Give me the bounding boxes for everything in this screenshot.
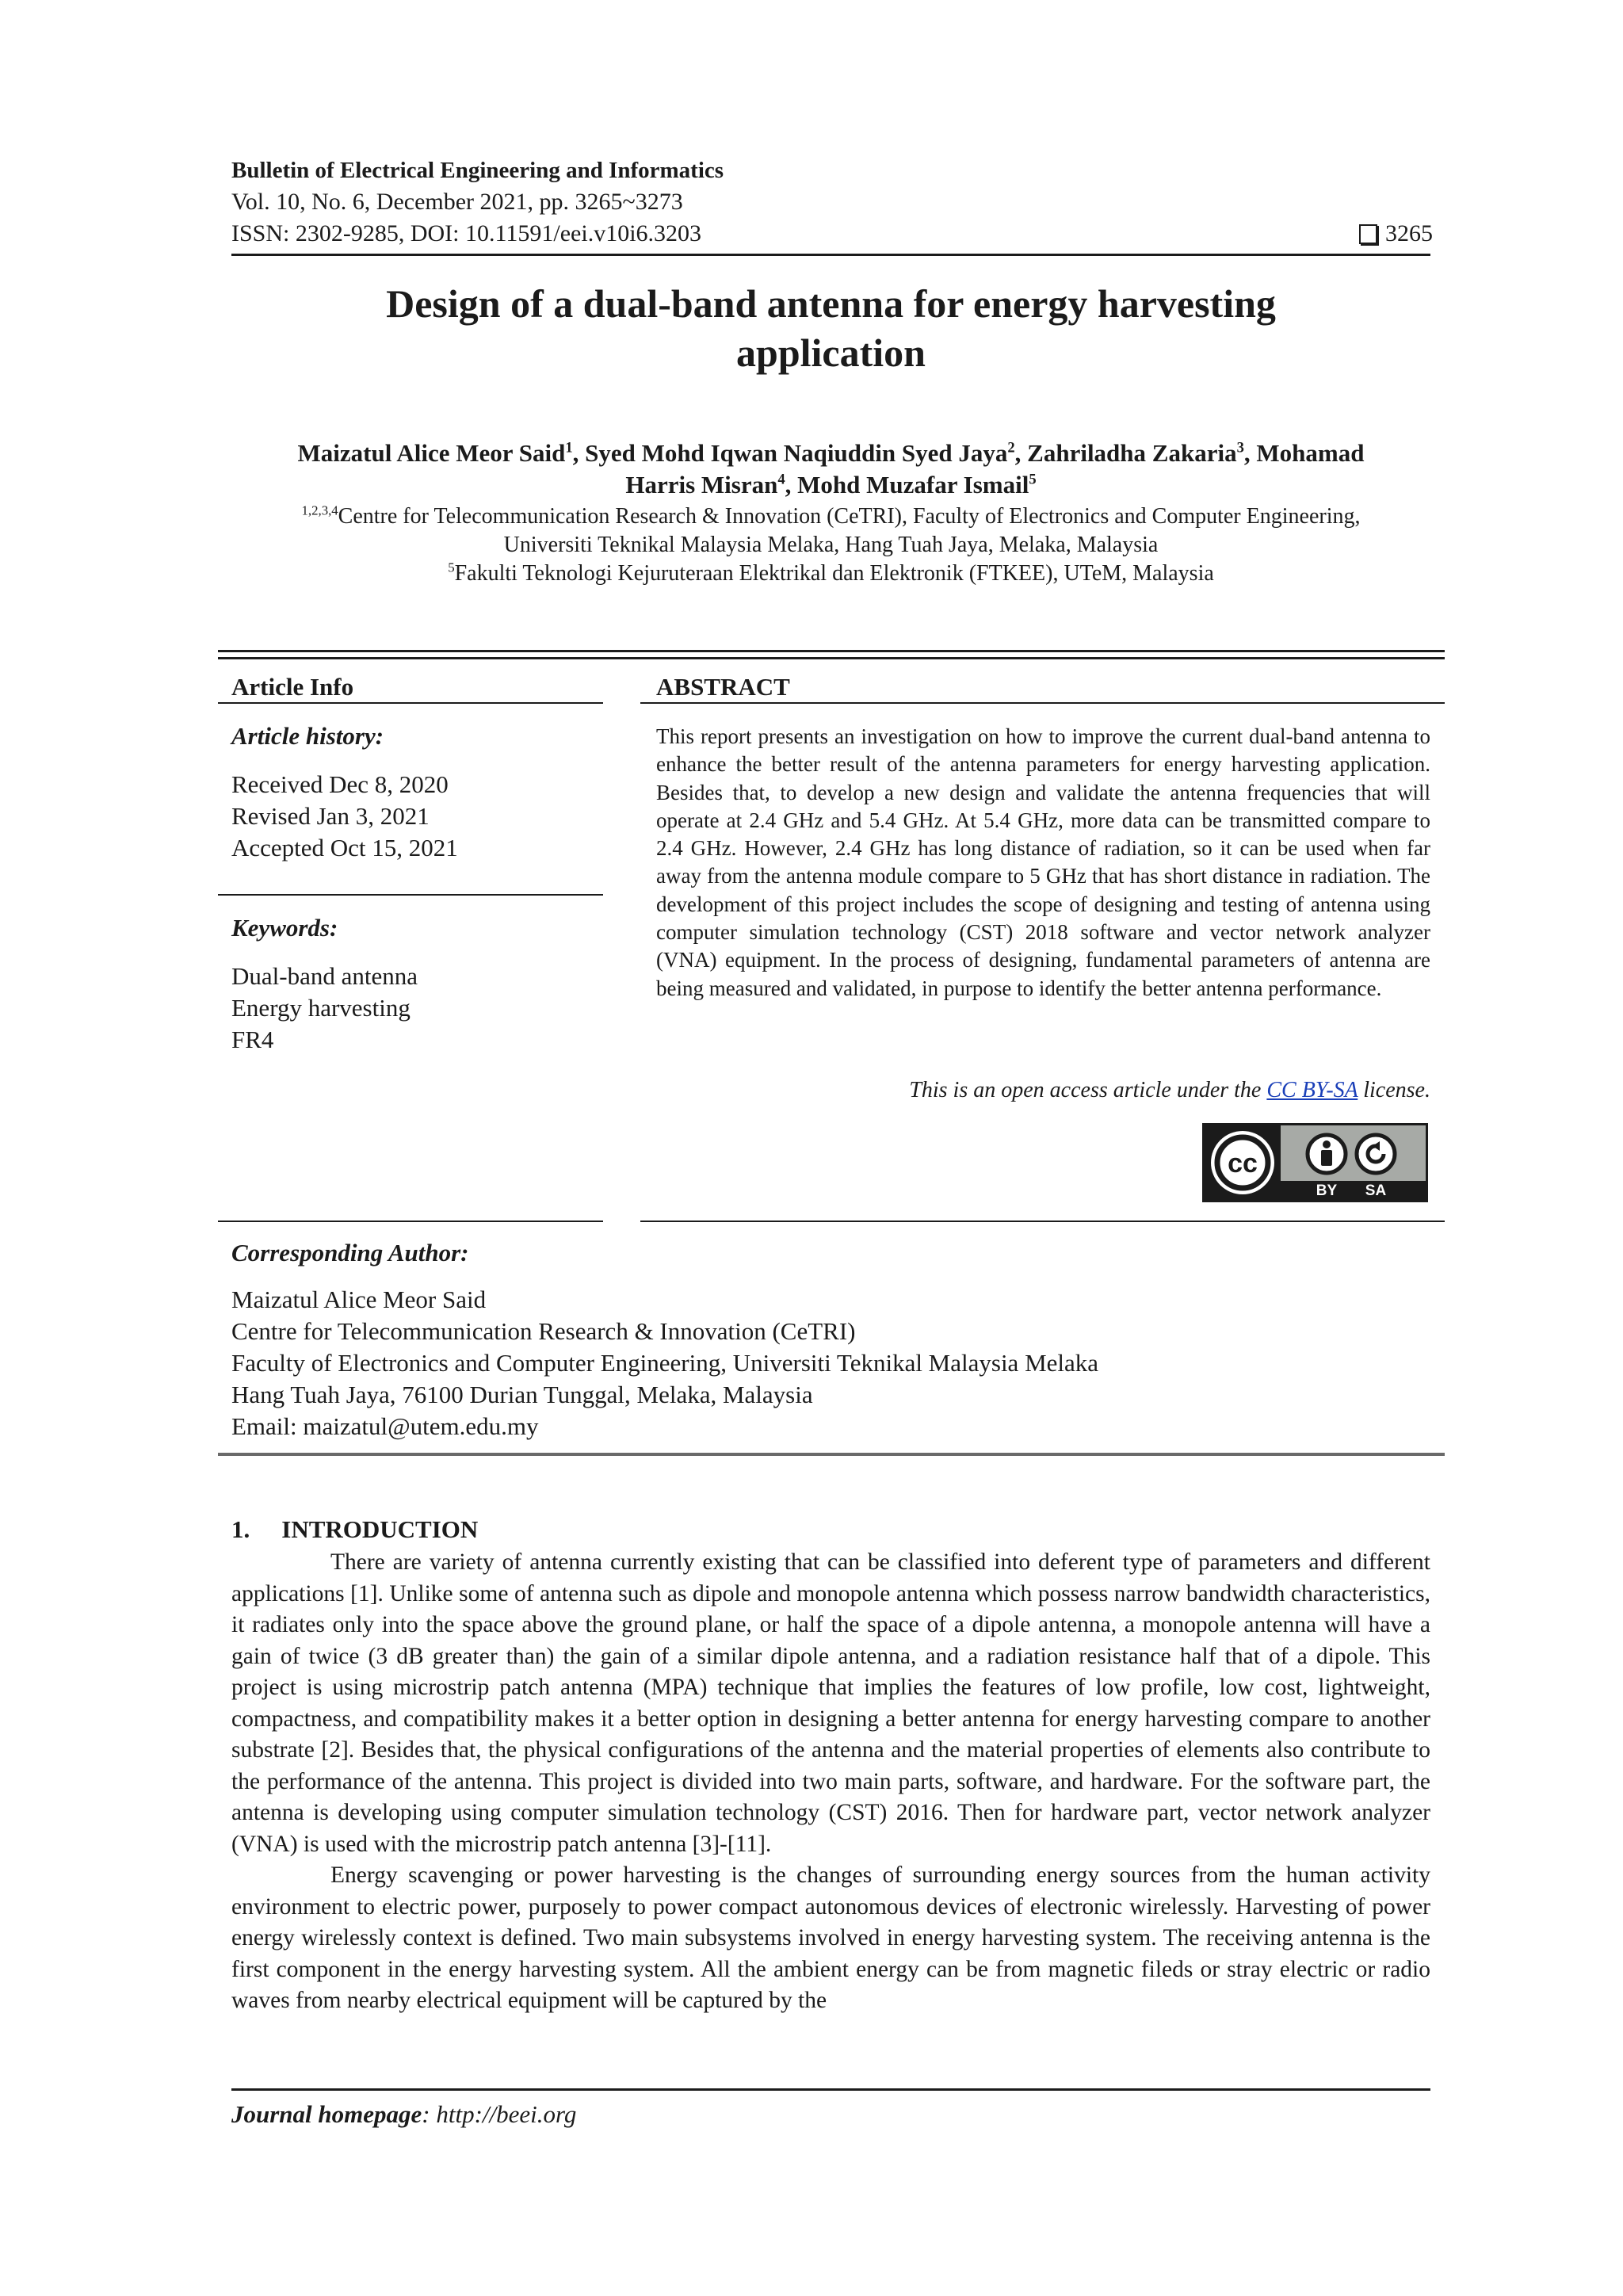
footer-rule [231,2088,1430,2091]
article-history-label: Article history: [231,722,384,750]
affiliation-2-sup: 5 [448,560,455,575]
revised-date: Revised Jan 3, 2021 [231,802,430,830]
abstract-text: This report presents an investigation on how to improve the current dual-band antenna to enhance the better result of the antenna parameters for energy harvesting application. Besides that, to develop a new design and validate the antenna frequencies that will operate at 2.4 GHz and 5.4 GHz. At 5.4 GHz, more data can be transmitted compare to 2.4 GHz. However, 2.4 GHz has long distance of radiation, so it can be used when far away from the antenna module compare to 5 GHz that has short distance in radiation. The development of this project includes the scope of designing and testing of antenna using computer simulation technology (CST) 2018 software and vector network analyzer (VNA) equipment. In the process of designing, fundamental parameters of antenna are being measured and validated, in purpose to identify the better antenna performance. [656,724,1430,1000]
corr-faculty: Faculty of Electronics and Computer Engineering, Universiti Teknikal Malaysia Melaka [231,1349,1099,1377]
box-icon [1359,224,1377,244]
author-1: Maizatul Alice Meor Said [297,439,566,467]
double-rule [218,650,1445,659]
keyword: Dual-band antenna [231,962,418,990]
license-suffix: license. [1358,1078,1430,1102]
keywords-rule [218,1221,603,1222]
homepage-url[interactable]: http://beei.org [436,2100,577,2128]
author-4-first: , Mohamad [1243,439,1365,467]
author-4-last: Harris Misran [625,471,778,499]
corresponding-rule [218,1453,1445,1456]
page-number [1359,219,1433,249]
keyword: Energy harvesting [231,994,411,1022]
article-info-rule [218,702,603,704]
cc-text: cc [1228,1148,1258,1179]
homepage-label: Journal homepage [231,2100,422,2128]
homepage-sep: : [422,2100,437,2128]
cc-badge-icon [1205,1125,1426,1200]
cc-by-sa-link[interactable]: CC BY-SA [1266,1078,1358,1102]
author-3-sup: 3 [1236,439,1244,457]
journal-issn-doi: ISSN: 2302-9285, DOI: 10.11591/eei.v10i6.3203 [231,220,702,246]
affiliation-2-text: Fakulti Teknologi Kejuruteraan Elektrikal dan Elektronik (FTKEE), UTeM, Malaysia [454,561,1214,586]
corresponding-author-details [231,1284,1098,1442]
header-rule [231,254,1430,256]
author-4-sup: 4 [777,471,785,488]
sa-text: SA [1365,1182,1387,1199]
author-list [231,437,1430,501]
journal-homepage [231,2099,576,2130]
keywords-label: Keywords: [231,914,338,942]
license-prefix: This is an open access article under the [909,1078,1267,1102]
intro-paragraph-2: Energy scavenging or power harvesting is the changes of surrounding energy sources from the human activity environment to electric power, purposely to power compact autonomous devices of electronic wirelessly. Harvesting of power energy wirelessly context is defined. Two main subsystems involved in energy harvesting system. The receiving antenna is the first component in the energy harvesting system. All the ambient energy can be from magnetic fileds or stray electric or radio waves from nearby electrical equipment will be captured by the [231,1862,1430,2013]
author-5-sup: 5 [1029,471,1037,488]
intro-paragraph-1: There are variety of antenna currently existing that can be classified into deferent type of parameters and different applications [1]. Unlike some of antenna such as dipole and monopole antenna which possess narrow bandwidth characteristics, it radiates only into the space above the ground plane, or half the space of a dipole antenna, a monopole antenna will have a gain of twice (3 dB greater than) the gain of a similar dipole antenna, and a radiation resistance half that of a dipole. This project is using microstrip patch antenna (MPA) technique that implies the features of low profile, low cost, lightweight, compactness, and compatibility makes it a better option in designing a better antenna for energy harvesting compare to another substrate [2]. Besides that, the physical configurations of the antenna and the material properties of elements also contribute to the performance of the antenna. This project is divided into two main parts, software, and hardware. For the software part, the antenna is developing using computer simulation technology (CST) 2016. Then for hardware part, vector network analyzer (VNA) is used with the microstrip patch antenna [3]-[11]. [231,1549,1430,1857]
corr-address: Hang Tuah Jaya, 76100 Durian Tunggal, Melaka, Malaysia [231,1381,813,1408]
affiliation-2 [231,560,1430,588]
abstract-bottom-rule [640,1221,1445,1222]
license-statement [909,1076,1430,1105]
abstract-heading: ABSTRACT [656,673,790,701]
section-heading [231,1514,478,1545]
author-2: , Syed Mohd Iqwan Naqiuddin Syed Jaya [572,439,1008,467]
accepted-date: Accepted Oct 15, 2021 [231,834,458,861]
affiliation-1-cont: Universiti Teknikal Malaysia Melaka, Hang Tuah Jaya, Melaka, Malaysia [503,533,1159,557]
author-1-sup: 1 [565,439,573,457]
paper-title [231,279,1430,377]
corresponding-author-label: Corresponding Author: [231,1239,469,1266]
journal-name: Bulletin of Electrical Engineering and Informatics [231,158,724,183]
article-info-heading: Article Info [231,673,354,701]
received-date: Received Dec 8, 2020 [231,770,449,798]
page-number-text: 3265 [1385,220,1433,246]
section-title: INTRODUCTION [281,1515,479,1543]
corr-email: Email: maizatul@utem.edu.my [231,1412,539,1440]
author-3: , Zahriladha Zakaria [1014,439,1237,467]
history-rule [218,894,603,896]
keyword: FR4 [231,1026,274,1053]
by-text: BY [1316,1182,1338,1199]
affiliation-1-sup: 1,2,3,4 [301,502,338,518]
affiliation-1-text: Centre for Telecommunication Research & Innovation (CeTRI), Faculty of Electronics and Computer Engineering, [338,504,1361,529]
introduction-body [231,1547,1430,2017]
cc-by-sa-badge[interactable] [1202,1123,1428,1202]
author-2-sup: 2 [1007,439,1015,457]
affiliation-1 [231,502,1430,531]
title-line-2: application [736,330,926,375]
abstract-rule [640,702,1445,704]
corr-name: Maizatul Alice Meor Said [231,1286,487,1313]
title-line-1: Design of a dual-band antenna for energy harvesting [386,281,1276,326]
journal-volume: Vol. 10, No. 6, December 2021, pp. 3265~3273 [231,189,683,215]
author-5: , Mohd Muzafar Ismail [785,471,1029,499]
section-number: 1. [231,1515,250,1543]
corr-centre: Centre for Telecommunication Research & Innovation (CeTRI) [231,1317,856,1345]
